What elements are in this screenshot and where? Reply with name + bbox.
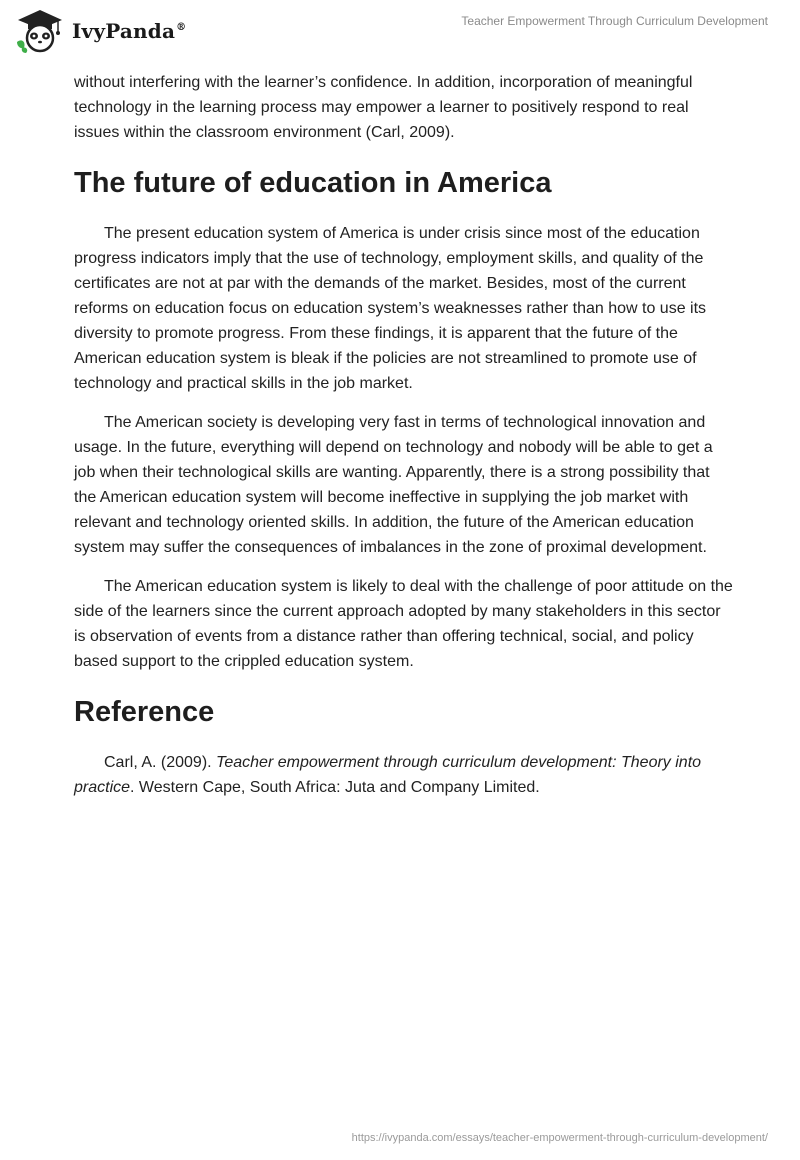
brand-text: IvyPanda: [72, 19, 176, 43]
document-title: Teacher Empowerment Through Curriculum Development: [461, 14, 768, 28]
future-section-heading: The future of education in America: [74, 167, 552, 199]
future-paragraph-2: The American society is developing very fast in terms of technological innovation and usage. In the future, everything will depend on technology and nobody will be able to get a job when their technological skills are wanting. Apparently, there is a strong possibility that the American education system will become ineffective in supplying the job market with relevant and technology oriented skills. In addition, the future of the American education system may suffer the consequences of imbalances in the zone of proximal development.: [74, 414, 713, 556]
citation-author-year: Carl, A. (2009).: [104, 754, 217, 771]
reference-citation: [74, 750, 734, 800]
reference-section-heading: Reference: [74, 696, 215, 728]
page-header: [0, 0, 800, 60]
registered-mark: ®: [176, 22, 187, 34]
panda-mascot-icon: [14, 8, 66, 54]
ivypanda-logo[interactable]: [14, 8, 186, 54]
citation-publisher: . Western Cape, South Africa: Juta and Company Limited.: [130, 779, 540, 796]
future-paragraph-1: The present education system of America is under crisis since most of the education progress indicators imply that the use of technology, employment skills, and quality of the certificates are not at par with the demands of the market. Besides, most of the current reforms on education focus on education system’s weaknesses rather than how to use its diversity to promote progress. From these findings, it is apparent that the future of the American education system is bleak if the policies are not streamlined to promote use of technology and practical skills in the job market.: [74, 225, 707, 392]
future-paragraph-3: The American education system is likely to deal with the challenge of poor attitude on the side of the learners since the current approach adopted by many stakeholders in this sector is observation of events from a distance rather than offering technical, social, and policy based support to the crippled education system.: [74, 578, 733, 670]
intro-paragraph: without interfering with the learner’s confidence. In addition, incorporation of meaningful technology in the learning process may empower a learner to positively respond to real issues within the classroom environment (Carl, 2009).: [74, 74, 693, 141]
brand-name: [72, 19, 186, 43]
source-url-link[interactable]: https://ivypanda.com/essays/teacher-empowerment-through-curriculum-development/: [351, 1132, 768, 1144]
citation-title: Teacher empowerment through curriculum development: Theory into practice: [74, 754, 702, 796]
essay-content: [74, 70, 734, 814]
